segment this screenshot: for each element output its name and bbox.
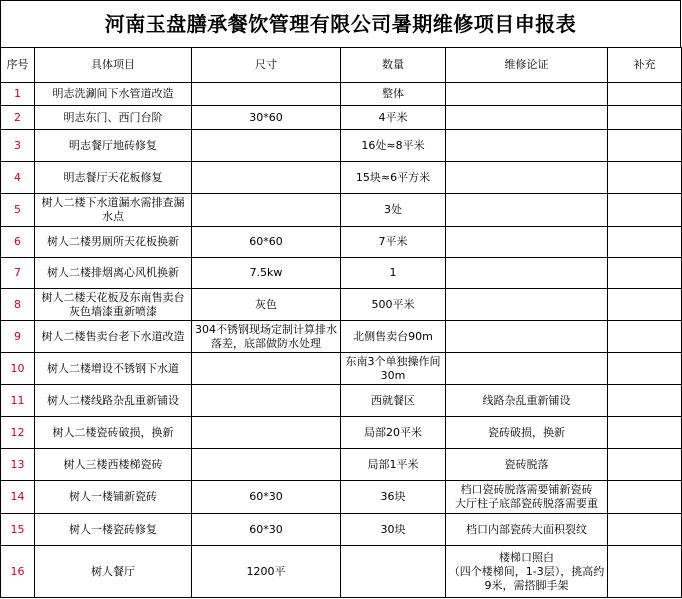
cell-item[interactable]: 树人二楼瓷砖破损，换新: [35, 417, 192, 449]
cell-no[interactable]: 8: [1, 289, 35, 321]
cell-qty[interactable]: 36块: [341, 481, 446, 514]
cell-qty[interactable]: 东南3个单独操作间30m: [341, 353, 446, 385]
cell-extra[interactable]: [608, 417, 682, 449]
table-row: [1, 449, 682, 481]
cell-size[interactable]: 60*60: [192, 227, 341, 258]
cell-item[interactable]: 树人餐厅: [35, 546, 192, 598]
cell-extra[interactable]: [608, 481, 682, 514]
table-row: [1, 130, 682, 162]
cell-reason[interactable]: 瓷砖破损，换新: [446, 417, 608, 449]
cell-size[interactable]: [192, 83, 341, 106]
cell-size[interactable]: [192, 194, 341, 227]
table-row: [1, 417, 682, 449]
cell-size[interactable]: [192, 130, 341, 162]
cell-no[interactable]: 13: [1, 449, 35, 481]
cell-size[interactable]: [192, 417, 341, 449]
cell-no[interactable]: 11: [1, 385, 35, 417]
repair-table: [0, 47, 682, 598]
cell-reason[interactable]: [446, 194, 608, 227]
cell-size[interactable]: 60*30: [192, 514, 341, 546]
header-size: 尺寸: [192, 48, 341, 83]
cell-no[interactable]: 16: [1, 546, 35, 598]
cell-reason[interactable]: 楼梯口照白 （四个楼梯间，1-3层），挑高约9米，需搭脚手架: [446, 546, 608, 598]
cell-no[interactable]: 4: [1, 162, 35, 194]
cell-qty[interactable]: 局部20平米: [341, 417, 446, 449]
cell-qty[interactable]: 1: [341, 258, 446, 289]
cell-item[interactable]: 树人二楼线路杂乱重新铺设: [35, 385, 192, 417]
cell-size[interactable]: [192, 385, 341, 417]
cell-size[interactable]: 60*30: [192, 481, 341, 514]
cell-qty[interactable]: 整体: [341, 83, 446, 106]
cell-item[interactable]: 树人一楼瓷砖修复: [35, 514, 192, 546]
cell-item[interactable]: 树人三楼西楼梯瓷砖: [35, 449, 192, 481]
cell-extra[interactable]: [608, 162, 682, 194]
cell-qty[interactable]: 北侧售卖台90m: [341, 321, 446, 353]
cell-size[interactable]: [192, 353, 341, 385]
cell-no[interactable]: 2: [1, 106, 35, 130]
header-extra: 补充: [608, 48, 682, 83]
sheet-title: 河南玉盘膳承餐饮管理有限公司暑期维修项目申报表: [0, 0, 681, 47]
cell-reason[interactable]: [446, 227, 608, 258]
cell-size[interactable]: [192, 162, 341, 194]
cell-qty[interactable]: 16处≈8平米: [341, 130, 446, 162]
cell-item[interactable]: 树人二楼男厕所天花板换新: [35, 227, 192, 258]
cell-extra[interactable]: [608, 227, 682, 258]
cell-reason[interactable]: 档口内部瓷砖大面积裂纹: [446, 514, 608, 546]
table-row: [1, 289, 682, 321]
cell-size[interactable]: [192, 449, 341, 481]
cell-item[interactable]: 树人二楼天花板及东南售卖台灰色墙漆重新喷漆: [35, 289, 192, 321]
cell-qty[interactable]: 30块: [341, 514, 446, 546]
cell-qty[interactable]: 局部1平米: [341, 449, 446, 481]
cell-item[interactable]: 树人二楼下水道漏水需排查漏水点: [35, 194, 192, 227]
cell-reason[interactable]: 线路杂乱重新铺设: [446, 385, 608, 417]
cell-qty[interactable]: 4平米: [341, 106, 446, 130]
cell-reason[interactable]: [446, 106, 608, 130]
cell-item[interactable]: 明志东门、西门台阶: [35, 106, 192, 130]
cell-qty[interactable]: 7平米: [341, 227, 446, 258]
cell-extra[interactable]: [608, 353, 682, 385]
cell-extra[interactable]: [608, 546, 682, 598]
cell-extra[interactable]: [608, 106, 682, 130]
cell-extra[interactable]: [608, 289, 682, 321]
header-no: 序号: [1, 48, 35, 83]
table-row: [1, 514, 682, 546]
cell-extra[interactable]: [608, 321, 682, 353]
cell-no[interactable]: 1: [1, 83, 35, 106]
cell-no[interactable]: 12: [1, 417, 35, 449]
cell-reason[interactable]: 档口瓷砖脱落需要铺新瓷砖 大厅柱子底部瓷砖脱落需要重: [446, 481, 608, 514]
cell-no[interactable]: 14: [1, 481, 35, 514]
cell-item[interactable]: 明志洗涮间下水管道改造: [35, 83, 192, 106]
cell-qty[interactable]: 西就餐区: [341, 385, 446, 417]
cell-reason[interactable]: [446, 130, 608, 162]
cell-no[interactable]: 6: [1, 227, 35, 258]
header-item: 具体项目: [35, 48, 192, 83]
cell-reason[interactable]: [446, 289, 608, 321]
cell-reason[interactable]: [446, 83, 608, 106]
cell-qty[interactable]: 500平米: [341, 289, 446, 321]
cell-item[interactable]: 树人二楼售卖台老下水道改造: [35, 321, 192, 353]
table-row: [1, 546, 682, 598]
cell-extra[interactable]: [608, 258, 682, 289]
cell-qty[interactable]: 15块≈6平方米: [341, 162, 446, 194]
cell-item[interactable]: 树人二楼增设不锈钢下水道: [35, 353, 192, 385]
header-row: [1, 48, 682, 83]
header-reason: 维修论证: [446, 48, 608, 83]
cell-item[interactable]: 树人二楼排烟离心风机换新: [35, 258, 192, 289]
table-row: [1, 106, 682, 130]
cell-reason[interactable]: [446, 162, 608, 194]
cell-size[interactable]: 30*60: [192, 106, 341, 130]
cell-no[interactable]: 9: [1, 321, 35, 353]
table-row: [1, 353, 682, 385]
cell-qty[interactable]: [341, 546, 446, 598]
cell-no[interactable]: 7: [1, 258, 35, 289]
cell-no[interactable]: 15: [1, 514, 35, 546]
cell-size[interactable]: 304不锈钢现场定制计算排水落差，底部做防水处理: [192, 321, 341, 353]
table-row: [1, 194, 682, 227]
table-row: [1, 321, 682, 353]
cell-extra[interactable]: [608, 194, 682, 227]
cell-reason[interactable]: [446, 321, 608, 353]
cell-size[interactable]: 1200平: [192, 546, 341, 598]
table-row: [1, 227, 682, 258]
cell-qty[interactable]: 3处: [341, 194, 446, 227]
table-row: [1, 385, 682, 417]
table-row: [1, 258, 682, 289]
cell-reason[interactable]: [446, 353, 608, 385]
table-row: [1, 162, 682, 194]
cell-item[interactable]: 树人一楼铺新瓷砖: [35, 481, 192, 514]
cell-extra[interactable]: [608, 130, 682, 162]
cell-extra[interactable]: [608, 514, 682, 546]
table-row: [1, 481, 682, 514]
header-qty: 数量: [341, 48, 446, 83]
cell-no[interactable]: 10: [1, 353, 35, 385]
table-row: [1, 83, 682, 106]
cell-reason[interactable]: 瓷砖脱落: [446, 449, 608, 481]
cell-size[interactable]: 7.5kw: [192, 258, 341, 289]
cell-reason[interactable]: [446, 258, 608, 289]
cell-item[interactable]: 明志餐厅地砖修复: [35, 130, 192, 162]
cell-extra[interactable]: [608, 385, 682, 417]
cell-item[interactable]: 明志餐厅天花板修复: [35, 162, 192, 194]
cell-no[interactable]: 5: [1, 194, 35, 227]
cell-extra[interactable]: [608, 449, 682, 481]
cell-no[interactable]: 3: [1, 130, 35, 162]
cell-size[interactable]: 灰色: [192, 289, 341, 321]
cell-extra[interactable]: [608, 83, 682, 106]
